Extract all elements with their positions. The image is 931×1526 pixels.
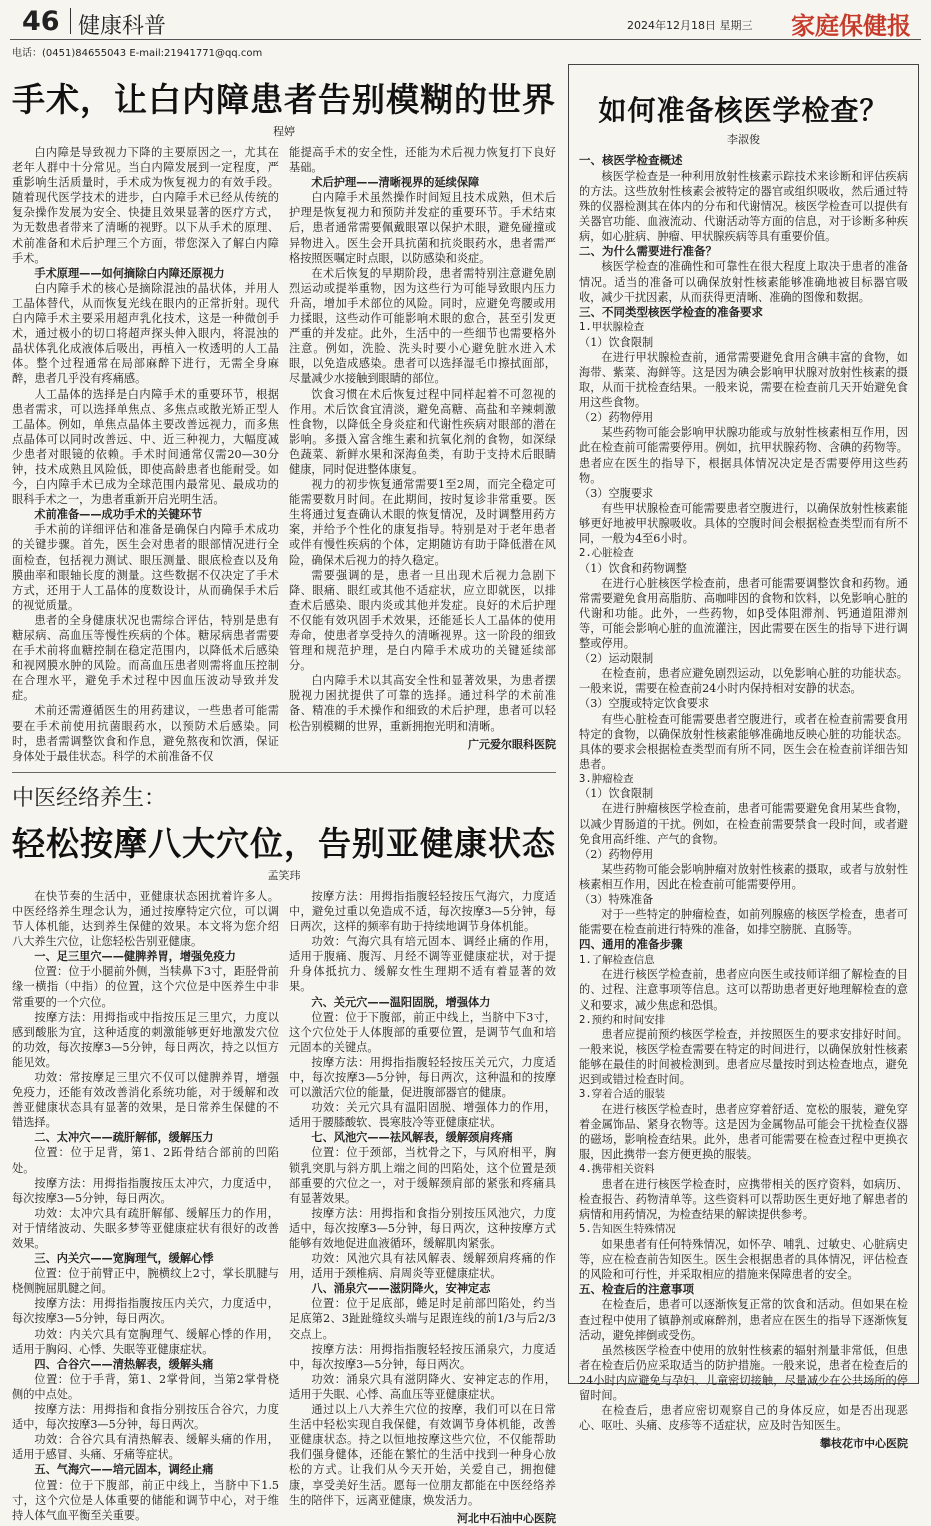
subheading: 一、核医学检查概述 (579, 153, 683, 167)
article3-title: 如何准备核医学检查？ (598, 94, 889, 127)
page-number: 46 (22, 6, 60, 37)
subheading: 一、足三里穴——健脾养胃，增强免疫力 (34, 950, 236, 964)
subheading: 术前准备——成功手术的关键环节 (34, 508, 203, 522)
paragraph: 按摩方法：用拇指指腹轻轻按压涌泉穴，力度适中，每次按摩3—5分钟，每日两次。 (289, 1342, 556, 1371)
paragraph: 功效：合谷穴具有清热解表、缓解头痛的作用，适用于感冒、头痛、牙痛等症状。 (12, 1433, 279, 1462)
paper-name: 家庭保健报 (791, 11, 911, 40)
minor-heading: （3）特殊准备 (579, 893, 654, 907)
section-name: 健康科普 (78, 14, 167, 39)
article2-source: 河北中石油中心医院 (457, 1511, 556, 1525)
paragraph: 需要强调的是，患者一旦出现术后视力急剧下降、眼痛、眼红或其他不适症状，应立即就医，以排查术后感染、眼内炎或其他并发症。良好的术后护理不仅能有效巩固手术效果，还能延长人工晶体的使用寿命，使患者享受持久的清晰视界。这一阶段的细致管理和规范护理，是白内障手术成功的关键延续部分。 (289, 568, 556, 673)
paragraph: 功效：关元穴具有温阳固脱、增强体力的作用，适用于腰膝酸软、畏寒肢冷等亚健康症状。 (289, 1101, 556, 1130)
paragraph: 按摩方法：用拇指或中指按压足三里穴，力度以感到酸胀为宜，这种适度的刺激能够更好地激发穴位的功效，每次按摩3—5分钟，每日两次，持之以恒方能见效。 (12, 1010, 279, 1069)
paragraph: 功效：内关穴具有宽胸理气、缓解心悸的作用，适用于胸闷、心悸、失眠等亚健康症状。 (12, 1327, 279, 1356)
paragraph: 能提高手术的安全性，还能为术后视力恢复打下良好基础。 (289, 146, 556, 175)
paragraph: 在检查后，患者可以逐渐恢复正常的饮食和活动。但如果在检查过程中使用了镇静剂或麻醉剂，患者应在医生的指导下逐渐恢复活动，避免摔倒或受伤。 (579, 1298, 908, 1342)
issue-date: 2024年12月18日 星期三 (627, 19, 753, 32)
paragraph: 功效：风池穴具有祛风解表、缓解颈肩疼痛的作用，适用于颈椎病、肩周炎等亚健康症状。 (289, 1252, 556, 1281)
masthead-divider (70, 8, 71, 34)
paragraph: 白内障手术以其高安全性和显著效果，为患者摆脱视力困扰提供了可靠的选择。通过科学的术前准备、精准的手术操作和细致的术后护理，患者可以轻松告别模糊的世界，重新拥抱光明和清晰。 (289, 674, 556, 733)
paragraph: 按摩方法：用拇指指腹轻轻按压关元穴，力度适中，每次按摩3—5分钟，每日两次，这种温和的按摩可以激活穴位的能量，促进腹部器官的健康。 (289, 1055, 556, 1100)
paragraph: 按摩方法：用拇指指腹按压内关穴，力度适中，每次按摩3—5分钟，每日两次。 (12, 1297, 279, 1326)
minor-heading: （2）运动限制 (579, 652, 654, 666)
paragraph: 位置：位于下腹部，前正中线上，当脐中下3寸，这个穴位处于人体腹部的重要位置，是调节气血和培元固本的关键点。 (289, 1010, 556, 1054)
minor-heading: 3.肿瘤检查 (579, 772, 634, 785)
paragraph: 位置：位于颈部，当枕骨之下，与风府相平，胸锁乳突肌与斜方肌上端之间的凹陷处，这个位置是颈部重要的穴位之一，对于缓解颈肩部的紧张和疼痛具有显著效果。 (289, 1146, 556, 1205)
paragraph: 位置：位于小腿前外侧，当犊鼻下3寸，距胫骨前缘一横指（中指）的位置，这个穴位是中医养生中非常重要的一个穴位。 (12, 965, 279, 1009)
article1-author: 程婷 (273, 125, 295, 138)
divider (12, 772, 556, 773)
article3-author: 李淑俊 (727, 133, 760, 146)
subheading: 术后护理——清晰视界的延续保障 (311, 176, 480, 190)
minor-heading: （1）饮食限制 (579, 335, 654, 349)
paragraph: 按摩方法：用拇指指腹按压太冲穴，力度适中，每次按摩3—5分钟，每日两次。 (12, 1176, 279, 1205)
paragraph: 虽然核医学检查中使用的放射性核素的辐射剂量非常低，但患者在检查后仍应采取适当的防护措施。一般来说，患者在检查后的24小时内应避免与孕妇、儿童密切接触，尽量减少在公共场所的停留时间。 (579, 1343, 908, 1402)
minor-heading: 2.预约和时间安排 (579, 1013, 666, 1026)
paragraph: 人工晶体的选择是白内障手术的重要环节，根据患者需求，可以选择单焦点、多焦点或散光矫正型人工晶体。例如，单焦点晶体主要改善远视力，而多焦点晶体可以同时改善远、中、近三种视力，大幅度减少患者对眼镜的依赖。手术时间通常仅需20—30分钟，技术成熟且风险低，即使高龄患者也能耐受。如今，白内障手术已成为全球范围内最常见、最成功的眼科手术之一，为患者重新开启光明生活。 (12, 387, 279, 507)
paragraph: 患者应提前预约核医学检查，并按照医生的要求安排好时间。一般来说，核医学检查需要在特定的时间进行，以确保放射性核素能够在最佳的时间被检测到。患者应尽量按时到达检查地点，避免迟到或错过检查时间。 (579, 1028, 908, 1087)
subheading: 二、太冲穴——疏肝解郁，缓解压力 (34, 1131, 214, 1145)
right-article-box (568, 64, 919, 1451)
paragraph: 功效：气海穴具有培元固本、调经止痛的作用，适用于腹痛、腹泻、月经不调等亚健康症状，对于提升身体抵抗力、缓解女性生理期不适有着显著的效果。 (289, 935, 556, 994)
paragraph: 如果患者有任何特殊情况，如怀孕、哺乳、过敏史、心脏病史等，应在检查前告知医生。医生会根据患者的具体情况，评估检查的风险和可行性，并采取相应的措施来保障患者的安全。 (579, 1237, 908, 1281)
paragraph: 视力的初步恢复通常需要1至2周，而完全稳定可能需要数月时间。在此期间，按时复诊非常重要。医生将通过复查确认术眼的恢复情况，及时调整用药方案，并给予个性化的康复指导。特别是对于老年患者或伴有慢性疾病的个体，定期随访有助于降低潜在风险，确保术后视力的持久稳定。 (289, 478, 556, 567)
paragraph: 位置：位于手背，第1、2掌骨间，当第2掌骨桡侧的中点处。 (12, 1372, 279, 1401)
paragraph: 饮食习惯在术后恢复过程中同样起着不可忽视的作用。术后饮食宜清淡，避免高糖、高盐和辛辣刺激性食物，以降低全身炎症和代谢性疾病对眼部的潜在影响。多摄入富含维生素和抗氧化剂的食物，如深绿色蔬菜、新鲜水果和深海鱼类，有助于支持术后眼睛健康，同时促进整体康复。 (289, 387, 556, 476)
paragraph: 有些甲状腺检查可能需要患者空腹进行，以确保放射性核素能够更好地被甲状腺吸收。具体的空腹时间会根据检查类型而有所不同，一般为4至6小时。 (579, 501, 908, 545)
minor-heading: （2）药物停用 (579, 847, 654, 861)
article2-author: 孟笑玮 (267, 868, 301, 882)
subheading: 四、通用的准备步骤 (579, 937, 683, 952)
article1-body (12, 145, 556, 764)
paragraph: 在进行核医学检查时，患者应穿着舒适、宽松的服装，避免穿着金属饰品、紧身衣物等。这是因为金属物品可能会干扰检查仪器的磁场，影响检查结果。此外，患者可能需要在检查过程中更换衣服，因此携带一套方便更换的服装。 (579, 1102, 908, 1162)
minor-heading: （2）药物停用 (579, 411, 654, 425)
minor-heading: 4.携带相关资料 (579, 1163, 655, 1176)
paragraph: 核医学检查是一种利用放射性核素示踪技术来诊断和评估疾病的方法。这些放射性核素会被特定的器官或组织吸收，然后通过特殊的仪器检测其在体内的分布和代谢情况。核医学检查可以提供有关器官功能、血液流动、代谢活动等方面的信息，对于诊断多种疾病，如心脏病、肿瘤、甲状腺疾病等具有重要价值。 (579, 169, 908, 243)
subheading: 六、关元穴——温阳固脱，增强体力 (311, 995, 491, 1009)
article3-source: 攀枝花市中心医院 (820, 1437, 908, 1451)
subheading: 三、内关穴——宽胸理气，缓解心悸 (34, 1252, 214, 1266)
paragraph: 位置：位于下腹部，前正中线上，当脐中下1.5寸，这个穴位是人体重要的储能和调节中心，对于维持人体气血平衡至关重要。 (12, 1478, 279, 1522)
article1-source: 广元爱尔眼科医院 (468, 737, 556, 751)
minor-heading: 3.穿着合适的服装 (579, 1088, 666, 1101)
paragraph: 某些药物可能会影响肿瘤对放射性核素的摄取，或者与放射性核素相互作用，因此在检查前可能需要停用。 (579, 862, 908, 891)
paragraph: 在检查后，患者应密切观察自己的身体反应，如是否出现恶心、呕吐、头痛、皮疹等不适症状，应及时告知医生。 (579, 1404, 908, 1433)
subheading: 手术原理——如何摘除白内障还原视力 (34, 266, 225, 280)
subheading: 五、检查后的注意事项 (579, 1281, 694, 1296)
paragraph: 某些药物可能会影响甲状腺功能或与放射性核素相互作用，因此在检查前可能需要停用。例如，抗甲状腺药物、含碘的药物等。患者应在医生的指导下，根据具体情况决定是否需要停用这些药物。 (579, 426, 908, 485)
paragraph: 术前还需遵循医生的用药建议，一些患者可能需要在手术前使用抗菌眼药水，以预防术后感染。同时，患者需调整饮食和作息，避免熬夜和饮酒，保证身体处于最佳状态。科学的术前准备不仅 (12, 704, 279, 763)
minor-heading: 1.了解检查信息 (579, 953, 655, 966)
paragraph: 功效：太冲穴具有疏肝解郁、缓解压力的作用，对于情绪波动、失眠多梦等亚健康症状有很好的改善效果。 (12, 1206, 279, 1250)
paragraph: 患者的全身健康状况也需综合评估，特别是患有糖尿病、高血压等慢性疾病的个体。糖尿病患者需要在手术前将血糖控制在稳定范围内，以降低术后感染和视网膜水肿的风险。而高血压患者则需将血压控制在合理水平，避免手术过程中因血压波动导致并发症。 (12, 613, 279, 703)
paragraph: 位置：位于足底部，蜷足时足前部凹陷处，约当足底第2、3趾趾缝纹头端与足跟连线的前1/3与后2/3交点上。 (289, 1297, 556, 1341)
article2-title: 轻松按摩八大穴位，告别亚健康状态 (12, 823, 556, 863)
masthead (10, 0, 921, 40)
paragraph: 功效：涌泉穴具有滋阴降火、安神定志的作用，适用于失眠、心悸、高血压等亚健康症状。 (289, 1372, 556, 1401)
article2-kicker: 中医经络养生： (12, 785, 167, 811)
paragraph: 患者在进行核医学检查时，应携带相关的医疗资料，如病历、检查报告、药物清单等。这些资料可以帮助医生更好地了解患者的病情和用药情况，为检查结果的解读提供参考。 (579, 1177, 908, 1222)
article1-title: 手术，让白内障患者告别模糊的世界 (12, 80, 556, 119)
subheading: 二、为什么需要进行准备？ (579, 243, 717, 258)
paragraph: 在检查前，患者应避免剧烈运动，以免影响心脏的功能状态。一般来说，需要在检查前24小时内保持相对安静的状态。 (579, 667, 908, 696)
paragraph: 功效：常按摩足三里穴不仅可以健脾养胃，增强免疫力，还能有效改善消化系统功能，对于缓解和改善亚健康状态具有显著的效果，是日常养生保健的不错选择。 (12, 1070, 279, 1130)
minor-heading: 1.甲状腺检查 (579, 321, 645, 334)
paragraph: 白内障是导致视力下降的主要原因之一，尤其在老年人群中十分常见。当白内障发展到一定程度，严重影响生活质量时，手术成为恢复视力的有效手段。随着现代医学技术的进步，白内障手术已经从传统的复杂操作发展为安全、快捷且效果显著的医疗方式，为无数患者带来了清晰的视野。以下从手术的原理、术前准备和术后护理三个方面，带您深入了解白内障手术。 (12, 146, 279, 265)
paragraph: 核医学检查的准确性和可靠性在很大程度上取决于患者的准备情况。适当的准备可以确保放射性核素能够准确地被目标器官吸收，减少干扰因素，从而获得更清晰、准确的图像和数据。 (579, 260, 908, 304)
paragraph: 手术前的详细评估和准备是确保白内障手术成功的关键步骤。首先，医生会对患者的眼部情况进行全面检查，包括视力测试、眼压测量、眼底检查以及角膜曲率和眼轴长度的测量。这些数据不仅决定了手术方式，还用于人工晶体的度数设计，从而确保手术后的视觉质量。 (12, 523, 279, 612)
paragraph: 在术后恢复的早期阶段，患者需特别注意避免剧烈运动或提举重物，因为这些行为可能导致眼内压力升高，增加手术部位的风险。同时，应避免弯腰或用力揉眼，这些动作可能影响术眼的愈合，甚至引发更严重的并发症。此外，生活中的一些细节也需要格外注意。例如，洗脸、洗头时要小心避免脏水进入术眼，以免造成感染。患者可以选择湿毛巾擦拭面部，尽量减少水接触到眼睛的部位。 (289, 266, 556, 386)
paragraph: 按摩方法：用拇指指腹轻轻按压气海穴，力度适中，避免过重以免造成不适，每次按摩3—5分钟，每日两次，这样的频率有助于持续地调节身体机能。 (289, 889, 556, 934)
paragraph: 按摩方法：用拇指和食指分别按压风池穴，力度适中，每次按摩3—5分钟，每日两次，这种按摩方式能够有效地促进血液循环，缓解肌肉紧张。 (289, 1206, 556, 1250)
paragraph: 有些心脏检查可能需要患者空腹进行，或者在检查前需要食用特定的食物，以确保放射性核素能够准确地反映心脏的功能状态。具体的要求会根据检查类型而有所不同，医生会在检查前详细告知患者。 (579, 712, 908, 771)
paragraph: 在快节奏的生活中，亚健康状态困扰着许多人。中医经络养生理念认为，通过按摩特定穴位，可以调节人体机能，达到养生保健的效果。本文将为您介绍八大养生穴位，让您轻松告别亚健康。 (12, 889, 279, 949)
subheading: 五、气海穴——培元固本，调经止痛 (34, 1463, 214, 1477)
paragraph: 在进行甲状腺检查前，通常需要避免食用含碘丰富的食物，如海带、紫菜、海鲜等。这是因为碘会影响甲状腺对放射性核素的摄取，从而干扰检查结果。一般来说，需要在检查前几天开始避免食用这些食物。 (579, 350, 908, 410)
left-column (12, 64, 556, 1526)
paragraph: 对于一些特定的肿瘤检查，如前列腺癌的核医学检查，患者可能需要在检查前进行特殊的准备，如排空膀胱、直肠等。 (579, 908, 908, 937)
minor-heading: （1）饮食和药物调整 (579, 561, 687, 575)
minor-heading: （3）空腹或特定饮食要求 (579, 697, 710, 711)
paragraph: 白内障手术的核心是摘除混浊的晶状体，并用人工晶体替代，从而恢复光线在眼内的正常折射。现代白内障手术主要采用超声乳化技术，这是一种微创手术，通过极小的切口将超声探头伸入眼内，将混浊的晶状体乳化成液体后吸出，再植入一枚透明的人工晶体。整个过程通常在局部麻醉下进行，无需全身麻醉，患者几乎没有疼痛感。 (12, 281, 279, 386)
subheading: 三、不同类型核医学检查的准备要求 (579, 304, 763, 319)
minor-heading: 2.心脏检查 (579, 547, 634, 560)
paragraph: 白内障手术虽然操作时间短且技术成熟，但术后护理是恢复视力和预防并发症的重要环节。手术结束后，患者通常需要佩戴眼罩以保护术眼，避免碰撞或异物进入。医生会开具抗菌和抗炎眼药水，患者需严格按照医嘱定时点眼，以防感染和炎症。 (289, 191, 556, 265)
paragraph: 位置：位于前臂正中，腕横纹上2寸，掌长肌腱与桡侧腕屈肌腱之间。 (12, 1267, 279, 1296)
subheading: 四、合谷穴——清热解表，缓解头痛 (34, 1357, 214, 1371)
subheading: 八、涌泉穴——滋阴降火，安神定志 (311, 1282, 491, 1296)
paragraph: 位置：位于足背，第1、2跖骨结合部前的凹陷处。 (12, 1146, 279, 1175)
article2-body (12, 889, 556, 1526)
minor-heading: （3）空腹要求 (579, 486, 654, 500)
minor-heading: 5.告知医生特殊情况 (579, 1223, 676, 1236)
paragraph: 按摩方法：用拇指和食指分别按压合谷穴，力度适中，每次按摩3—5分钟，每日两次。 (12, 1403, 279, 1432)
paragraph: 在进行心脏核医学检查前，患者可能需要调整饮食和药物。通常需要避免食用高脂肪、高咖啡因的食物和饮料，以免影响心脏的代谢和功能。此外，一些药物，如β受体阻滞剂、钙通道阻滞剂等，可能会影响心脏的血流灌注，因此需要在医生的指导下进行调整或停用。 (579, 576, 908, 651)
subheading: 七、风池穴——祛风解表，缓解颈肩疼痛 (311, 1131, 513, 1145)
paragraph: 通过以上八大养生穴位的按摩，我们可以在日常生活中轻松实现自我保健，有效调节身体机能，改善亚健康状态。持之以恒地按摩这些穴位，不仅能帮助我们强身健体，还能在繁忙的生活中找到一种身心放松的方式。让我们从今天开始，关爱自己，拥抱健康，享受美好生活。愿每一位朋友都能在中医经络养生的陪伴下，远离亚健康，焕发活力。 (289, 1403, 556, 1507)
minor-heading: （1）饮食限制 (579, 787, 654, 801)
paragraph: 在进行核医学检查前，患者应向医生或技师详细了解检查的目的、过程、注意事项等信息。这可以帮助患者更好地理解检查的意义和要求，减少焦虑和恐惧。 (579, 968, 908, 1012)
paragraph: 在进行肿瘤核医学检查前，患者可能需要避免食用某些食物，以减少胃肠道的干扰。例如，在检查前需要禁食一段时间，或者避免食用高纤维、产气的食物。 (579, 802, 908, 846)
contact-line: 电话：(0451)84655043 E-mail:21941771@qq.com (12, 48, 263, 59)
